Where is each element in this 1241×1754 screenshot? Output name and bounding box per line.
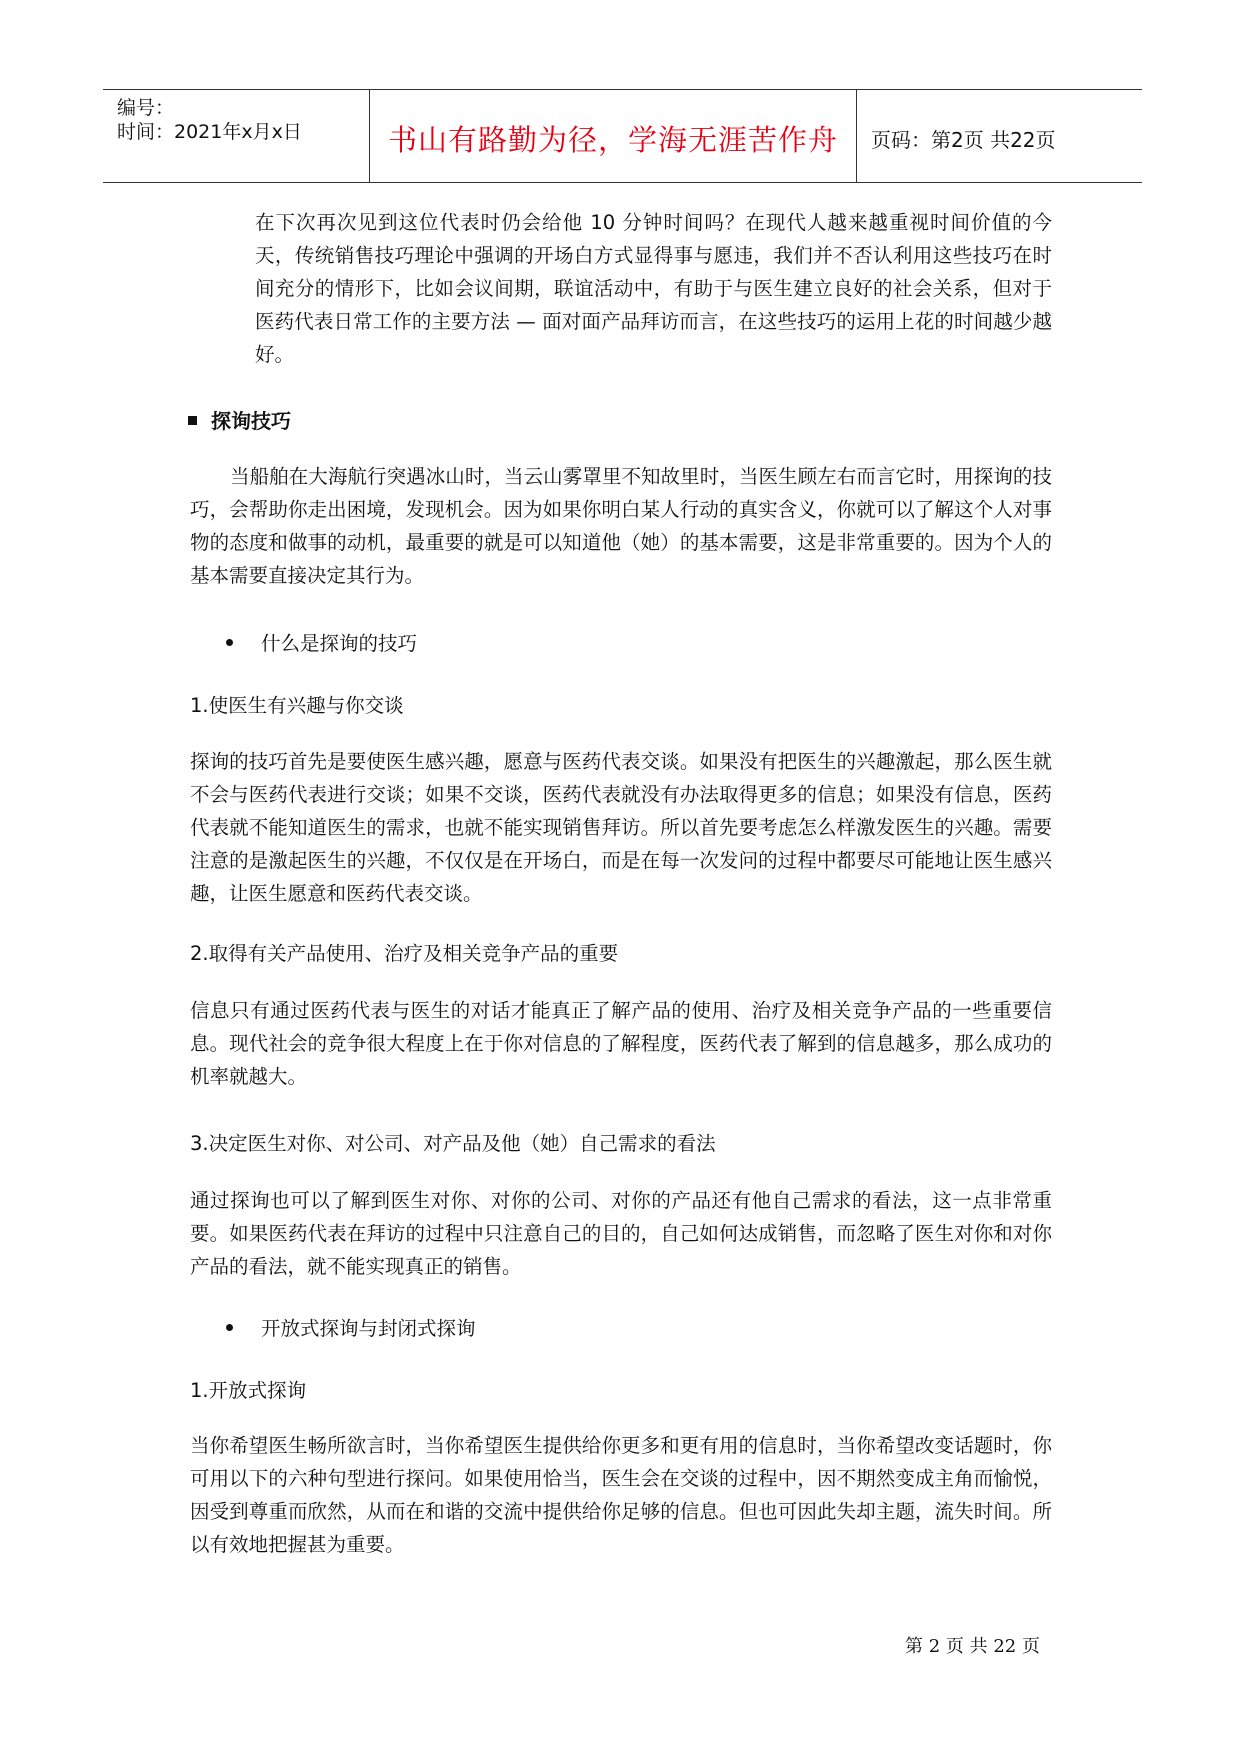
subheading-1: 1.使医生有兴趣与你交谈 [190,694,404,717]
section-heading [188,405,291,434]
header-page-code: 页码：第2页 共22页 [871,128,1056,152]
section-heading-text: 探询技巧 [211,409,291,433]
header-meta-cell [103,90,370,182]
subsection-3-paragraph: 通过探询也可以了解到医生对你、对你的公司、对你的产品还有他自己需求的看法，这一点非常重要。如果医药代表在拜访的过程中只注意自己的目的，自己如何达成销售，而忽略了医生对你和对你产品的看法，就不能实现真正的销售。 [190,1189,1052,1278]
header-motto-cell [370,90,857,182]
intro-paragraph: 在下次再次见到这位代表时仍会给他 10 分钟时间吗？在现代人越来越重视时间价值的今天，传统销售技巧理论中强调的开场白方式显得事与愿违，我们并不否认利用这些技巧在时间充分的情形下，比如会议间期，联谊活动中，有助于与医生建立良好的社会关系，但对于医药代表日常工作的主要方法 — 面对面产品拜访而言，在这些技巧的运用上花的时间越少越好。 [255,211,1052,366]
section-paragraph: 当船舶在大海航行突遇冰山时，当云山雾罩里不知故里时，当医生顾左右而言它时，用探询的技巧，会帮助你走出困境，发现机会。因为如果你明白某人行动的真实含义，你就可以了解这个人对事物的态度和做事的动机，最重要的就是可以知道他（她）的基本需要，这是非常重要的。因为个人的基本需要直接决定其行为。 [190,465,1052,587]
bullet-item-2 [226,1313,476,1341]
subsection-4-paragraph: 当你希望医生畅所欲言时，当你希望医生提供给你更多和更有用的信息时，当你希望改变话题时，你可用以下的六种句型进行探问。如果使用恰当，医生会在交谈的过程中，因不期然变成主角而愉悦，因受到尊重而欣然，从而在和谐的交流中提供给你足够的信息。但也可因此失却主题，流失时间。所以有效地把握甚为重要。 [190,1434,1052,1556]
subheading-2: 2.取得有关产品使用、治疗及相关竞争产品的重要 [190,942,619,965]
page-footer: 第 2 页 共 22 页 [905,1636,1040,1657]
bullet-item-2-text: 开放式探询与封闭式探询 [261,1317,476,1340]
bullet-dot-icon [226,639,233,646]
subsection-2-paragraph: 信息只有通过医药代表与医生的对话才能真正了解产品的使用、治疗及相关竞争产品的一些重要信息。现代社会的竞争很大程度上在于你对信息的了解程度，医药代表了解到的信息越多，那么成功的机率就越大。 [190,999,1052,1088]
bullet-item-1 [226,628,417,656]
subsection-1-paragraph: 探询的技巧首先是要使医生感兴趣，愿意与医药代表交谈。如果没有把医生的兴趣激起，那么医生就不会与医药代表进行交谈；如果不交谈，医药代表就没有办法取得更多的信息；如果没有信息，医药代表就不能知道医生的需求，也就不能实现销售拜访。所以首先要考虑怎么样激发医生的兴趣。需要注意的是激起医生的兴趣，不仅仅是在开场白，而是在每一次发问的过程中都要尽可能地让医生感兴趣，让医生愿意和医药代表交谈。 [190,750,1052,905]
subheading-3: 3.决定医生对你、对公司、对产品及他（她）自己需求的看法 [190,1132,716,1155]
subheading-4: 1.开放式探询 [190,1379,307,1402]
header-page-cell [857,90,1142,182]
document-header [103,89,1142,183]
document-time-label: 时间：2021年x月x日 [117,121,302,143]
header-motto: 书山有路勤为径，学海无涯苦作舟 [387,123,838,157]
bullet-item-1-text: 什么是探询的技巧 [261,632,418,655]
bullet-dot-icon [226,1324,233,1331]
square-bullet-icon [188,416,197,425]
document-number-label: 编号： [117,97,175,119]
